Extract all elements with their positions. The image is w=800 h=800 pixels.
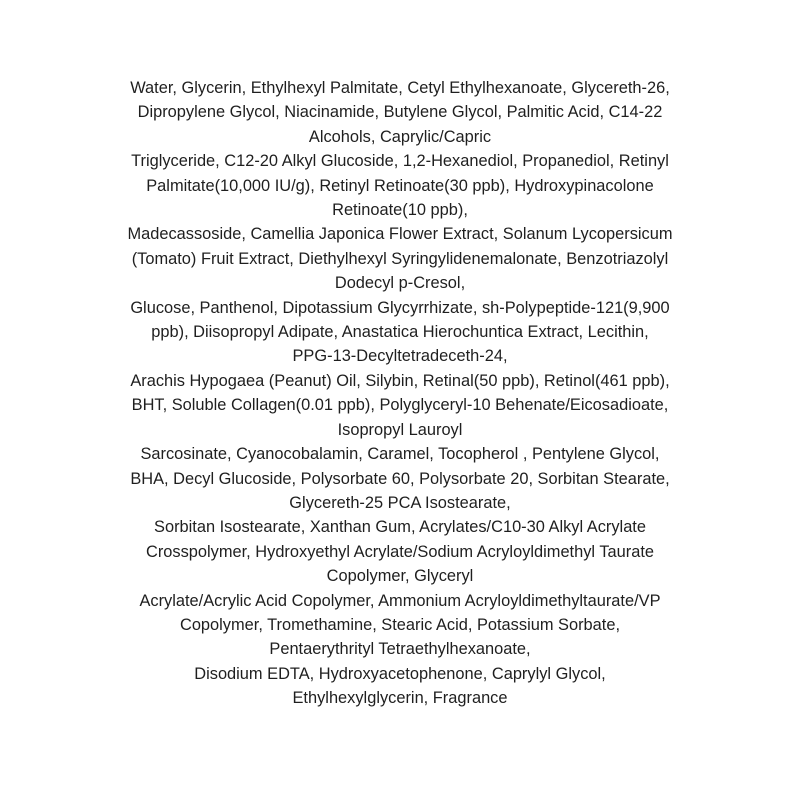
ingredients-line: Sarcosinate, Cyanocobalamin, Caramel, Tocopherol , Pentylene Glycol, bbox=[140, 445, 660, 464]
ingredients-line: Sorbitan Isostearate, Xanthan Gum, Acrylates/C10-30 Alkyl Acrylate bbox=[154, 518, 646, 537]
ingredients-line: Glycereth-25 PCA Isostearate, bbox=[289, 493, 511, 512]
ingredients-line: BHT, Soluble Collagen(0.01 ppb), Polyglyceryl-10 Behenate/Eicosadioate, bbox=[131, 396, 669, 415]
ingredients-line: Dodecyl p-Cresol, bbox=[334, 274, 466, 293]
ingredients-line: Crosspolymer, Hydroxyethyl Acrylate/Sodium Acryloyldimethyl Taurate bbox=[145, 542, 654, 561]
ingredients-line: BHA, Decyl Glucoside, Polysorbate 60, Polysorbate 20, Sorbitan Stearate, bbox=[130, 469, 670, 488]
ingredients-line: Dipropylene Glycol, Niacinamide, Butylene Glycol, Palmitic Acid, C14-22 bbox=[137, 103, 663, 122]
ingredients-line: Disodium EDTA, Hydroxyacetophenone, Caprylyl Glycol, bbox=[194, 664, 606, 683]
ingredients-line: Isopropyl Lauroyl bbox=[337, 420, 463, 439]
ingredients-line: ppb), Diisopropyl Adipate, Anastatica Hierochuntica Extract, Lecithin, bbox=[151, 323, 649, 342]
ingredients-line: (Tomato) Fruit Extract, Diethylhexyl Syringylidenemalonate, Benzotriazolyl bbox=[131, 249, 669, 268]
ingredients-line: Pentaerythrityl Tetraethylhexanoate, bbox=[269, 640, 531, 659]
ingredients-line: Ethylhexylglycerin, Fragrance bbox=[292, 689, 508, 708]
ingredients-line: PPG-13-Decyltetradeceth-24, bbox=[292, 347, 508, 366]
ingredients-line: Palmitate(10,000 IU/g), Retinyl Retinoate(30 ppb), Hydroxypinacolone bbox=[146, 176, 654, 195]
ingredients-line: Acrylate/Acrylic Acid Copolymer, Ammonium Acryloyldimethyltaurate/VP bbox=[139, 591, 661, 610]
ingredients-line: Madecassoside, Camellia Japonica Flower Extract, Solanum Lycopersicum bbox=[127, 225, 673, 244]
ingredients-line: Water, Glycerin, Ethylhexyl Palmitate, Cetyl Ethylhexanoate, Glycereth-26, bbox=[130, 79, 670, 97]
ingredients-line: Retinoate(10 ppb), bbox=[332, 201, 468, 220]
ingredients-line: Glucose, Panthenol, Dipotassium Glycyrrhizate, sh-Polypeptide-121(9,900 bbox=[130, 298, 670, 317]
ingredients-line: Copolymer, Glyceryl bbox=[326, 567, 474, 586]
ingredients-line: Triglyceride, C12-20 Alkyl Glucoside, 1,2-Hexanediol, Propanediol, Retinyl bbox=[131, 152, 669, 171]
ingredients-list bbox=[40, 76, 760, 711]
ingredients-line: Copolymer, Tromethamine, Stearic Acid, Potassium Sorbate, bbox=[179, 615, 620, 634]
ingredients-line: Arachis Hypogaea (Peanut) Oil, Silybin, Retinal(50 ppb), Retinol(461 ppb), bbox=[130, 371, 670, 390]
ingredients-line: Alcohols, Caprylic/Capric bbox=[308, 127, 492, 146]
